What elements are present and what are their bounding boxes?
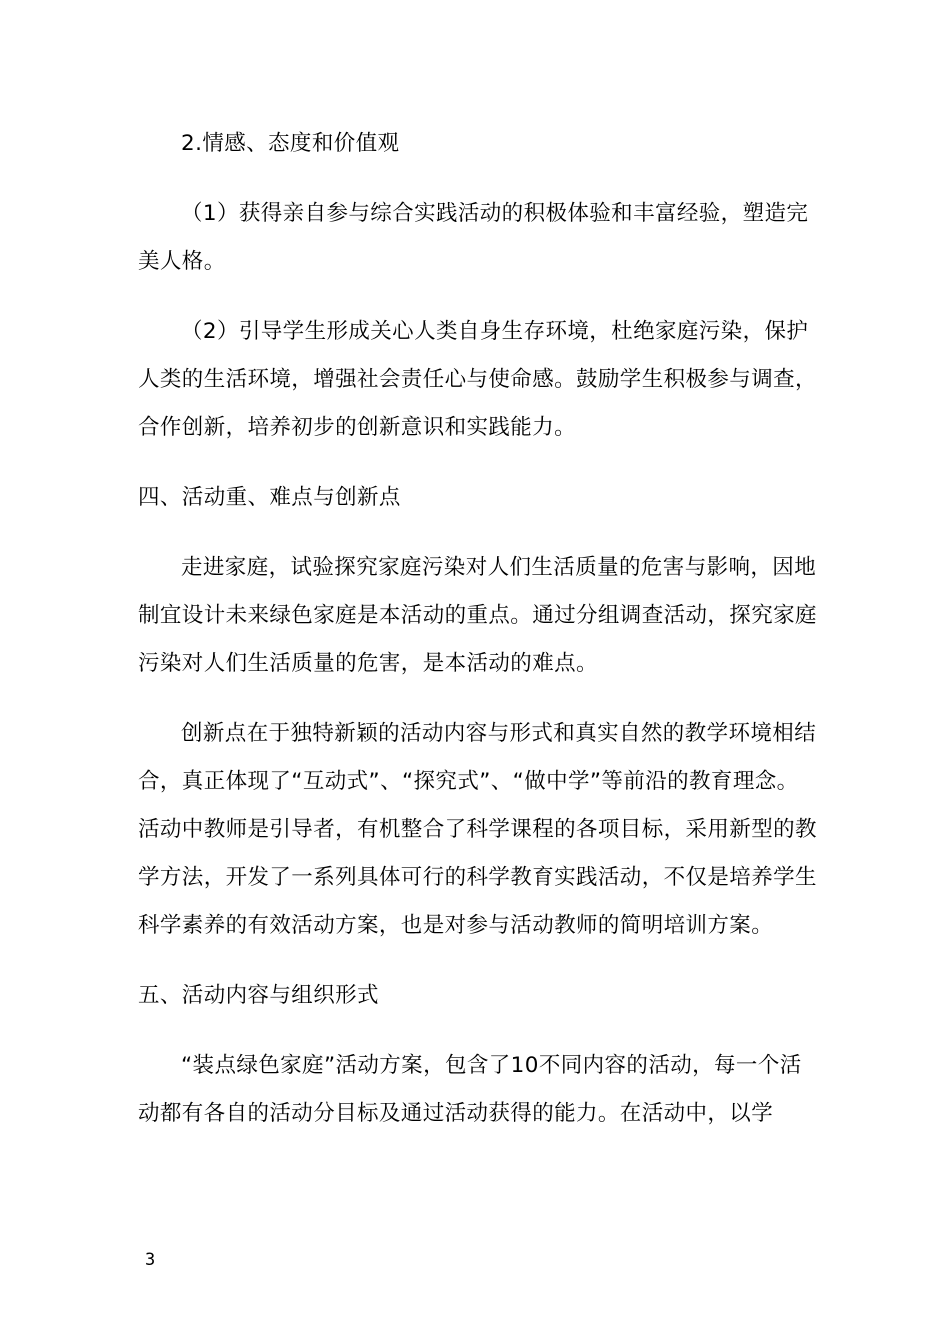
section-heading-key-points: 四、活动重、难点与创新点 bbox=[138, 485, 401, 510]
paragraph-goal-1: （1）获得亲自参与综合实践活动的积极体验和丰富经验，塑造完美人格。 bbox=[138, 201, 809, 274]
subheading-emotion-attitude-values: 2.情感、态度和价值观 bbox=[181, 131, 400, 156]
document-body bbox=[138, 120, 820, 1138]
paragraph-innovation: 创新点在于独特新颖的活动内容与形式和真实自然的教学环境相结合，真正体现了“互动式”、“探究式”、“做中学”等前沿的教育理念。活动中教师是引导者，有机整合了科学课程的各项目标，采用新型的教学方法，开发了一系列具体可行的科学教育实践活动，不仅是培养学生科学素养的有效活动方案，也是对参与活动教师的简明培训方案。 bbox=[138, 721, 817, 938]
paragraph-activity-content: “装点绿色家庭”活动方案，包含了10不同内容的活动，每一个活动都有各自的活动分目标及通过活动获得的能力。在活动中，以学 bbox=[138, 1053, 802, 1126]
page-number: 3 bbox=[145, 1250, 156, 1270]
paragraph-goal-2: （2）引导学生形成关心人类自身生存环境，杜绝家庭污染，保护人类的生活环境，增强社会责任心与使命感。鼓励学生积极参与调查，合作创新，培养初步的创新意识和实践能力。 bbox=[138, 319, 817, 440]
section-heading-content-organization: 五、活动内容与组织形式 bbox=[138, 983, 379, 1008]
paragraph-key-difficult-points: 走进家庭，试验探究家庭污染对人们生活质量的危害与影响，因地制宜设计未来绿色家庭是本活动的重点。通过分组调查活动，探究家庭污染对人们生活质量的危害，是本活动的难点。 bbox=[138, 555, 817, 676]
